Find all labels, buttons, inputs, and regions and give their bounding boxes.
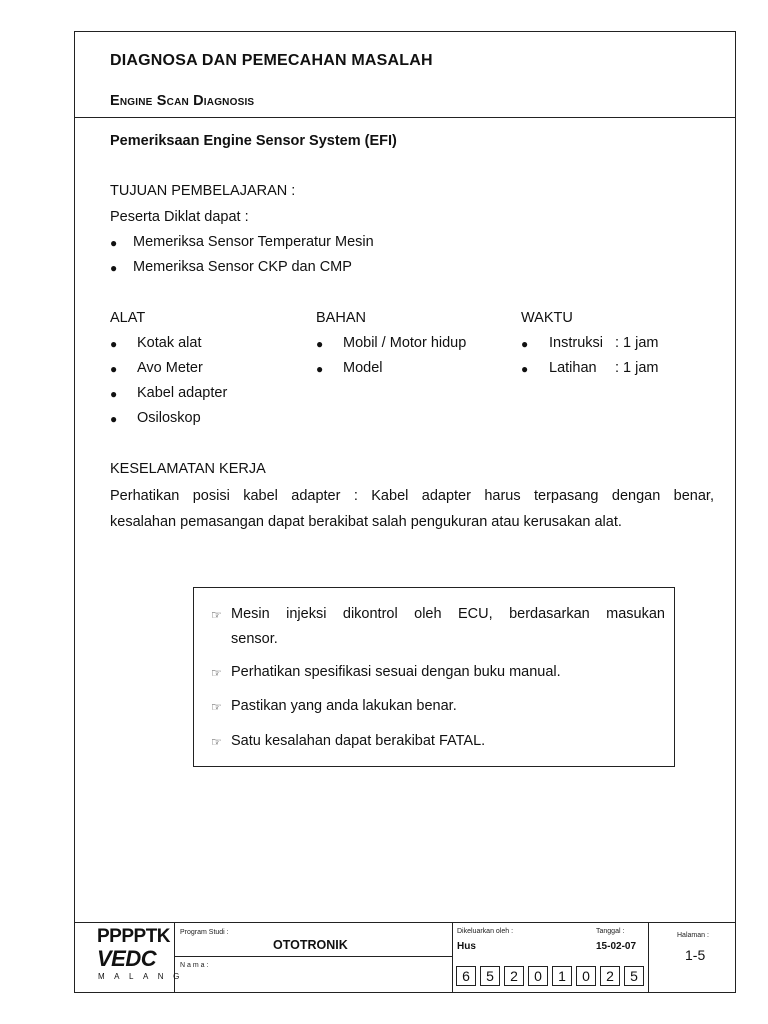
- program-label: Program Studi :: [180, 929, 229, 936]
- safety-line: Perhatikan posisi kabel adapter : Kabel adapter harus terpasang dengan benar,: [110, 488, 714, 504]
- issued-label: Dikeluarkan oleh :: [457, 928, 514, 935]
- note-item: Satu kesalahan dapat berakibat FATAL.: [231, 733, 486, 749]
- alat-item: Avo Meter: [137, 360, 203, 376]
- bullet-icon: ●: [521, 337, 529, 351]
- safety-line: kesalahan pemasangan dapat berakibat salah pengukuran atau kerusakan alat.: [110, 514, 622, 530]
- logo-text-top: PPPPTK: [97, 926, 171, 947]
- note-item: Pastikan yang anda lakukan benar.: [231, 698, 457, 714]
- note-item: Perhatikan spesifikasi sesuai dengan buku manual.: [231, 664, 561, 680]
- header-divider: [74, 117, 736, 118]
- document-subtitle: Engine Scan Diagnosis: [110, 93, 255, 109]
- bullet-icon: ●: [316, 337, 324, 351]
- alat-item: Kabel adapter: [137, 385, 228, 401]
- bullet-icon: ●: [110, 261, 118, 275]
- date-label: Tanggal :: [596, 928, 625, 935]
- document-title: DIAGNOSA DAN PEMECAHAN MASALAH: [110, 52, 433, 69]
- waktu-item-value: : 1 jam: [615, 335, 659, 351]
- bullet-icon: ●: [110, 362, 118, 376]
- code-digit: 1: [552, 966, 572, 986]
- bahan-item: Mobil / Motor hidup: [343, 335, 467, 351]
- code-digit: 2: [504, 966, 524, 986]
- objectives-intro: Peserta Diklat dapat :: [110, 209, 249, 225]
- code-digit: 0: [576, 966, 596, 986]
- logo-subtext: MALANG: [98, 972, 189, 981]
- footer-divider: [648, 922, 649, 993]
- objective-item: Memeriksa Sensor Temperatur Mesin: [133, 234, 374, 250]
- bullet-icon: ●: [110, 236, 118, 250]
- code-digit: 2: [600, 966, 620, 986]
- footer-divider: [174, 922, 175, 993]
- note-item: [231, 602, 665, 652]
- code-digit: 0: [528, 966, 548, 986]
- bullet-icon: ●: [316, 362, 324, 376]
- page-number: 1-5: [685, 947, 706, 963]
- bullet-icon: ●: [110, 387, 118, 401]
- bahan-heading: BAHAN: [316, 310, 366, 326]
- issued-value: Hus: [457, 941, 476, 952]
- pointing-hand-icon: ☞: [211, 666, 222, 680]
- alat-item: Osiloskop: [137, 410, 201, 426]
- alat-heading: ALAT: [110, 310, 146, 326]
- objectives-heading: TUJUAN PEMBELAJARAN :: [110, 183, 296, 199]
- footer-divider: [452, 922, 453, 993]
- bullet-icon: ●: [521, 362, 529, 376]
- waktu-item-label: Latihan: [549, 360, 597, 376]
- pointing-hand-icon: ☞: [211, 700, 222, 714]
- page-label: Halaman :: [677, 932, 709, 939]
- bullet-icon: ●: [110, 412, 118, 426]
- bullet-icon: ●: [110, 337, 118, 351]
- section-title: Pemeriksaan Engine Sensor System (EFI): [110, 133, 397, 149]
- date-value: 15-02-07: [596, 941, 637, 952]
- safety-heading: KESELAMATAN KERJA: [110, 461, 266, 477]
- note-line: Mesin injeksi dikontrol oleh ECU, berdasarkan masukan: [231, 606, 665, 622]
- safety-paragraph: [110, 483, 714, 535]
- program-value: OTOTRONIK: [273, 938, 348, 952]
- waktu-item-label: Instruksi: [549, 335, 603, 351]
- bahan-item: Model: [343, 360, 383, 376]
- pointing-hand-icon: ☞: [211, 735, 222, 749]
- note-line: sensor.: [231, 631, 278, 647]
- waktu-heading: WAKTU: [521, 310, 573, 326]
- nama-label: N a m a :: [180, 962, 209, 969]
- code-digit: 5: [624, 966, 644, 986]
- footer-divider: [174, 956, 452, 957]
- code-digit: 5: [480, 966, 500, 986]
- alat-item: Kotak alat: [137, 335, 202, 351]
- code-digit: 6: [456, 966, 476, 986]
- logo-text-bottom: VEDC: [97, 946, 157, 971]
- objective-item: Memeriksa Sensor CKP dan CMP: [133, 259, 352, 275]
- pointing-hand-icon: ☞: [211, 608, 222, 622]
- waktu-item-value: : 1 jam: [615, 360, 659, 376]
